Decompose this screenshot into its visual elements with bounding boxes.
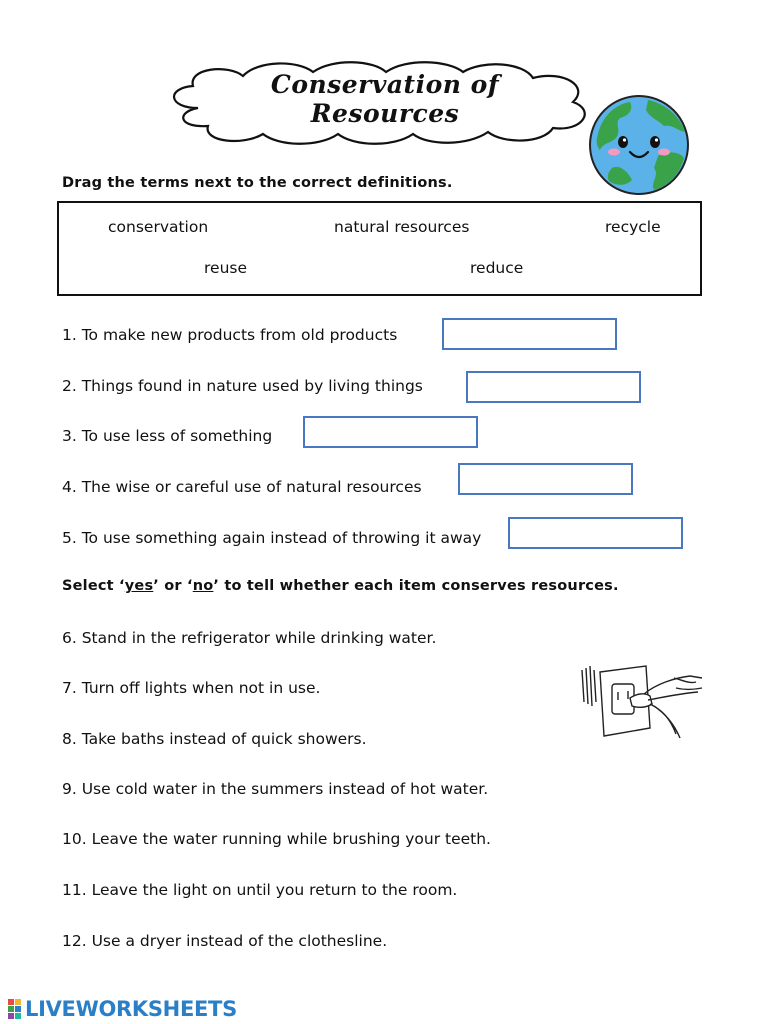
drop-box-1[interactable]: [442, 318, 617, 350]
brand-name: LIVEWORKSHEETS: [25, 997, 237, 1021]
term-conservation[interactable]: conservation: [108, 218, 209, 236]
yes-no-item-12: 12. Use a dryer instead of the clothesline.: [62, 932, 388, 950]
term-natural-resources[interactable]: natural resources: [334, 218, 470, 236]
term-reuse[interactable]: reuse: [204, 259, 248, 277]
instruction-select-mid: ’ or ‘: [153, 578, 193, 594]
brand-logo-icon: [8, 998, 22, 1020]
instruction-drag: Drag the terms next to the correct definitions.: [62, 175, 453, 191]
word-bank: [57, 201, 702, 296]
definition-3: 3. To use less of something: [62, 427, 273, 445]
instruction-no: no: [192, 578, 214, 594]
yes-no-item-6: 6. Stand in the refrigerator while drinking water.: [62, 629, 437, 647]
branding: [8, 996, 237, 1022]
drop-box-2[interactable]: [466, 371, 641, 403]
yes-no-item-11: 11. Leave the light on until you return to the room.: [62, 881, 458, 899]
yes-no-item-8: 8. Take baths instead of quick showers.: [62, 730, 367, 748]
instruction-select: [62, 578, 619, 594]
yes-no-item-10: 10. Leave the water running while brushing your teeth.: [62, 830, 491, 848]
term-reduce[interactable]: reduce: [470, 259, 524, 277]
drop-box-5[interactable]: [508, 517, 683, 549]
page-title: Conservation of Resources: [270, 70, 500, 128]
yes-no-item-7: 7. Turn off lights when not in use.: [62, 679, 321, 697]
drop-box-3[interactable]: [303, 416, 478, 448]
yes-no-item-9: 9. Use cold water in the summers instead of hot water.: [62, 780, 489, 798]
definition-2: 2. Things found in nature used by living things: [62, 377, 423, 395]
plug-outlet-icon: [578, 658, 708, 740]
earth-icon: [588, 94, 690, 196]
definition-4: 4. The wise or careful use of natural resources: [62, 478, 422, 496]
instruction-select-suffix: ’ to tell whether each item conserves resources.: [213, 578, 619, 594]
definition-5: 5. To use something again instead of throwing it away: [62, 529, 482, 547]
instruction-select-prefix: Select ‘: [62, 578, 125, 594]
term-recycle[interactable]: recycle: [605, 218, 661, 236]
definition-1: 1. To make new products from old products: [62, 326, 398, 344]
drop-box-4[interactable]: [458, 463, 633, 495]
instruction-yes: yes: [124, 578, 154, 594]
